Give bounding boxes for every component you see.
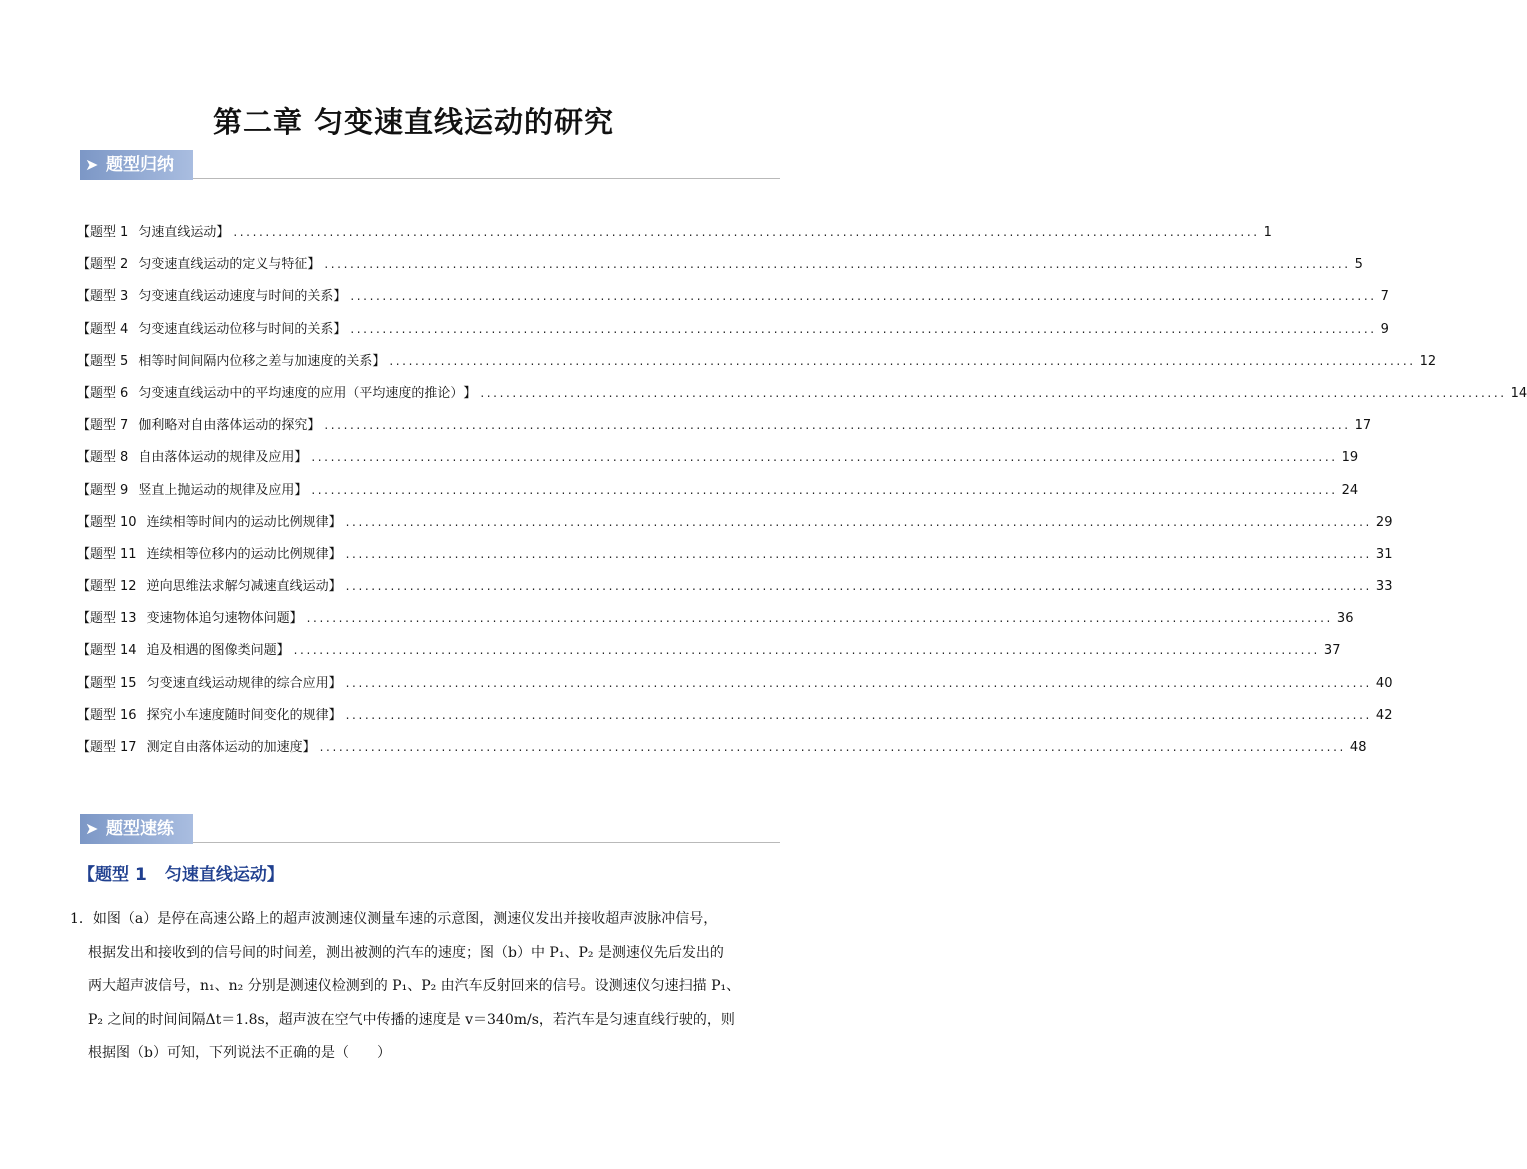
toc-number: 14 (120, 643, 137, 659)
toc-entry[interactable] (77, 221, 1272, 253)
toc-page-number: 12 (1419, 353, 1437, 369)
toc-leader-dots: ................................................................................................................................................................ (311, 450, 1338, 465)
toc-entry[interactable] (77, 350, 1437, 382)
question-line: 根据发出和接收到的信号间的时间差，测出被测的汽车的速度；图（b）中 P₁、P₂ 是测速仪先后发出的 (88, 944, 724, 961)
toc-bracket-open: 【 (77, 611, 91, 627)
toc-leader-dots: ................................................................................................................................................................ (324, 257, 1351, 272)
toc-title: 匀速直线运动 (138, 225, 217, 240)
toc-number: 5 (120, 353, 129, 369)
toc-bracket-open: 【 (77, 450, 91, 466)
toc-prefix: 题型 (90, 546, 117, 562)
toc-bracket-close: 】 (333, 321, 347, 337)
toc-title: 伽利略对自由落体运动的探究 (138, 418, 308, 434)
question-line: 1．如图（a）是停在高速公路上的超声波测速仪测量车速的示意图，测速仪发出并接收超声波脉冲信号， (70, 911, 718, 927)
divider (193, 178, 780, 179)
toc-title: 匀变速直线运动中的平均速度的应用（平均速度的推论） (138, 385, 464, 401)
toc-title: 自由落体运动的规律及应用 (138, 450, 295, 466)
toc-page-number: 48 (1349, 740, 1367, 755)
question-line: 根据图（b）可知，下列说法不正确的是（ ） (88, 1045, 391, 1061)
toc-number: 12 (120, 579, 137, 595)
toc-title: 匀变速直线运动的定义与特征 (138, 257, 308, 273)
toc-page-number: 37 (1323, 643, 1341, 659)
toc-title: 竖直上抛运动的规律及应用 (138, 482, 295, 498)
toc-bracket-open: 【 (77, 579, 91, 595)
toc-title: 逆向思维法求解匀减速直线运动 (146, 579, 329, 595)
question-line: 两大超声波信号，n₁、n₂ 分别是测速仪检测到的 P₁、P₂ 由汽车反射回来的信号。设测速仪匀速扫描 P₁、 (88, 978, 741, 994)
toc-number: 8 (120, 450, 129, 466)
toc-bracket-close: 】 (328, 707, 342, 723)
toc-prefix: 题型 (90, 289, 117, 305)
toc-prefix: 题型 (90, 257, 117, 273)
toc-title: 匀变速直线运动位移与时间的关系 (138, 321, 334, 337)
toc-bracket-close: 】 (302, 740, 316, 755)
toc-entry[interactable] (77, 736, 1367, 768)
toc-bracket-open: 【 (77, 225, 91, 240)
toc-bracket-close: 】 (328, 675, 342, 691)
toc-entry[interactable] (77, 543, 1393, 575)
toc-prefix: 题型 (90, 385, 117, 401)
toc-bracket-open: 【 (77, 385, 91, 401)
toc-page-number: 14 (1510, 385, 1527, 401)
toc-number: 7 (120, 418, 129, 434)
toc-leader-dots: ................................................................................................................................................................ (324, 418, 1351, 433)
toc-bracket-open: 【 (77, 353, 91, 369)
toc-bracket-open: 【 (77, 546, 91, 562)
toc-bracket-close: 】 (328, 579, 342, 595)
toc-page-number: 42 (1375, 707, 1393, 723)
toc-entry[interactable] (77, 318, 1389, 350)
toc-bracket-close: 】 (294, 450, 308, 466)
toc-number: 1 (120, 225, 129, 240)
question-line: P₂ 之间的时间间隔Δt＝1.8s，超声波在空气中传播的速度是 v＝340m/s，若汽车是匀速直线行驶的，则 (88, 1011, 735, 1028)
toc-leader-dots: ................................................................................................................................................................ (293, 643, 1320, 658)
toc-title: 匀变速直线运动规律的综合应用 (146, 675, 329, 691)
toc-page-number: 36 (1336, 611, 1354, 627)
toc-bracket-close: 】 (463, 385, 477, 401)
toc-bracket-open: 【 (77, 707, 91, 723)
toc-number: 2 (120, 257, 129, 273)
arrow-right-icon: ➤ (85, 155, 99, 174)
toc-number: 10 (120, 514, 137, 530)
toc-entry[interactable] (77, 511, 1393, 543)
toc-bracket-close: 】 (216, 225, 230, 240)
section-label: 题型速练 (106, 819, 174, 839)
toc-prefix: 题型 (90, 225, 117, 240)
toc-bracket-open: 【 (77, 321, 91, 337)
toc-entry[interactable] (77, 382, 1527, 414)
toc-entry[interactable] (77, 704, 1393, 736)
toc-title: 相等时间间隔内位移之差与加速度的关系 (138, 353, 373, 369)
section-header-summary (80, 150, 780, 180)
toc-bracket-close: 】 (307, 418, 321, 434)
toc-prefix: 题型 (90, 611, 117, 627)
toc-leader-dots: ................................................................................................................................................................ (345, 514, 1372, 529)
toc-prefix: 题型 (90, 579, 117, 595)
toc-entry[interactable] (77, 607, 1354, 639)
section-tab (80, 814, 193, 844)
toc-bracket-close: 】 (294, 482, 308, 498)
page-title: 第二章 匀变速直线运动的研究 (212, 105, 615, 139)
toc-entry[interactable] (77, 446, 1359, 478)
toc-leader-dots: ................................................................................................................................................................ (350, 321, 1377, 336)
toc-leader-dots: ................................................................................................................................................................ (345, 675, 1372, 690)
toc-bracket-open: 【 (77, 289, 91, 305)
divider (193, 842, 780, 843)
toc-leader-dots: ................................................................................................................................................................ (345, 579, 1372, 594)
toc-bracket-open: 【 (77, 418, 91, 434)
toc-leader-dots: ................................................................................................................................................................ (306, 611, 1333, 626)
toc-prefix: 题型 (90, 514, 117, 530)
toc-leader-dots: ................................................................................................................................................................ (480, 385, 1507, 400)
toc-bracket-open: 【 (77, 740, 91, 755)
toc-title: 变速物体追匀速物体问题 (146, 611, 290, 627)
toc-prefix: 题型 (90, 450, 117, 466)
toc-title: 连续相等位移内的运动比例规律 (146, 546, 329, 562)
toc-entry[interactable] (77, 479, 1359, 511)
question-1 (70, 903, 760, 1071)
toc-title: 匀变速直线运动速度与时间的关系 (138, 289, 334, 305)
toc-title: 测定自由落体运动的加速度 (146, 740, 303, 755)
toc-bracket-open: 【 (77, 675, 91, 691)
section-header-practice (80, 814, 780, 844)
section-tab (80, 150, 193, 180)
toc-prefix: 题型 (90, 740, 117, 755)
toc-leader-dots: ................................................................................................................................................................ (319, 740, 1346, 754)
table-of-contents (77, 221, 1527, 768)
toc-number: 13 (120, 611, 137, 627)
toc-title: 连续相等时间内的运动比例规律 (146, 514, 329, 530)
toc-leader-dots: ................................................................................................................................................................ (350, 289, 1377, 304)
toc-bracket-close: 】 (276, 643, 290, 659)
toc-bracket-close: 】 (328, 514, 342, 530)
toc-bracket-close: 】 (333, 289, 347, 305)
toc-page-number: 40 (1375, 675, 1393, 691)
toc-page-number: 1 (1263, 225, 1272, 240)
toc-leader-dots: ................................................................................................................................................................ (345, 546, 1372, 561)
toc-leader-dots: ................................................................................................................................................................ (345, 707, 1372, 722)
toc-page-number: 33 (1375, 579, 1393, 595)
toc-title: 追及相遇的图像类问题 (146, 643, 277, 659)
toc-page-number: 19 (1341, 450, 1359, 466)
toc-entry[interactable] (77, 414, 1372, 446)
toc-page-number: 29 (1375, 514, 1393, 530)
toc-leader-dots: ................................................................................................................................................................ (233, 225, 1260, 239)
question-number: 1． (70, 911, 93, 927)
toc-leader-dots: ................................................................................................................................................................ (311, 482, 1338, 497)
toc-page-number: 24 (1341, 482, 1359, 498)
toc-page-number: 17 (1354, 418, 1372, 434)
arrow-right-icon: ➤ (85, 819, 99, 838)
toc-bracket-close: 】 (289, 611, 303, 627)
toc-prefix: 题型 (90, 418, 117, 434)
toc-entry[interactable] (77, 639, 1341, 671)
toc-bracket-open: 【 (77, 643, 91, 659)
toc-number: 16 (120, 707, 137, 723)
toc-page-number: 5 (1354, 257, 1363, 273)
toc-prefix: 题型 (90, 643, 117, 659)
question-type-heading: 【题型 1 匀速直线运动】 (78, 865, 284, 885)
toc-title: 探究小车速度随时间变化的规律 (146, 707, 329, 723)
toc-entry[interactable] (77, 575, 1393, 607)
toc-number: 11 (120, 546, 137, 562)
toc-number: 4 (120, 321, 129, 337)
toc-page-number: 31 (1375, 546, 1393, 562)
toc-bracket-close: 】 (328, 546, 342, 562)
toc-number: 3 (120, 289, 129, 305)
toc-bracket-open: 【 (77, 482, 91, 498)
toc-number: 9 (120, 482, 129, 498)
toc-number: 15 (120, 675, 137, 691)
toc-number: 17 (120, 740, 137, 755)
toc-bracket-open: 【 (77, 257, 91, 273)
toc-prefix: 题型 (90, 353, 117, 369)
toc-bracket-close: 】 (372, 353, 386, 369)
toc-entry[interactable] (77, 253, 1363, 285)
toc-leader-dots: ................................................................................................................................................................ (389, 353, 1416, 368)
toc-page-number: 9 (1380, 321, 1389, 337)
toc-prefix: 题型 (90, 707, 117, 723)
toc-page-number: 7 (1380, 289, 1389, 305)
toc-bracket-open: 【 (77, 514, 91, 530)
toc-prefix: 题型 (90, 321, 117, 337)
section-label: 题型归纳 (106, 155, 174, 175)
toc-entry[interactable] (77, 285, 1389, 317)
toc-prefix: 题型 (90, 482, 117, 498)
toc-bracket-close: 】 (307, 257, 321, 273)
toc-prefix: 题型 (90, 675, 117, 691)
toc-entry[interactable] (77, 672, 1393, 704)
toc-number: 6 (120, 385, 129, 401)
